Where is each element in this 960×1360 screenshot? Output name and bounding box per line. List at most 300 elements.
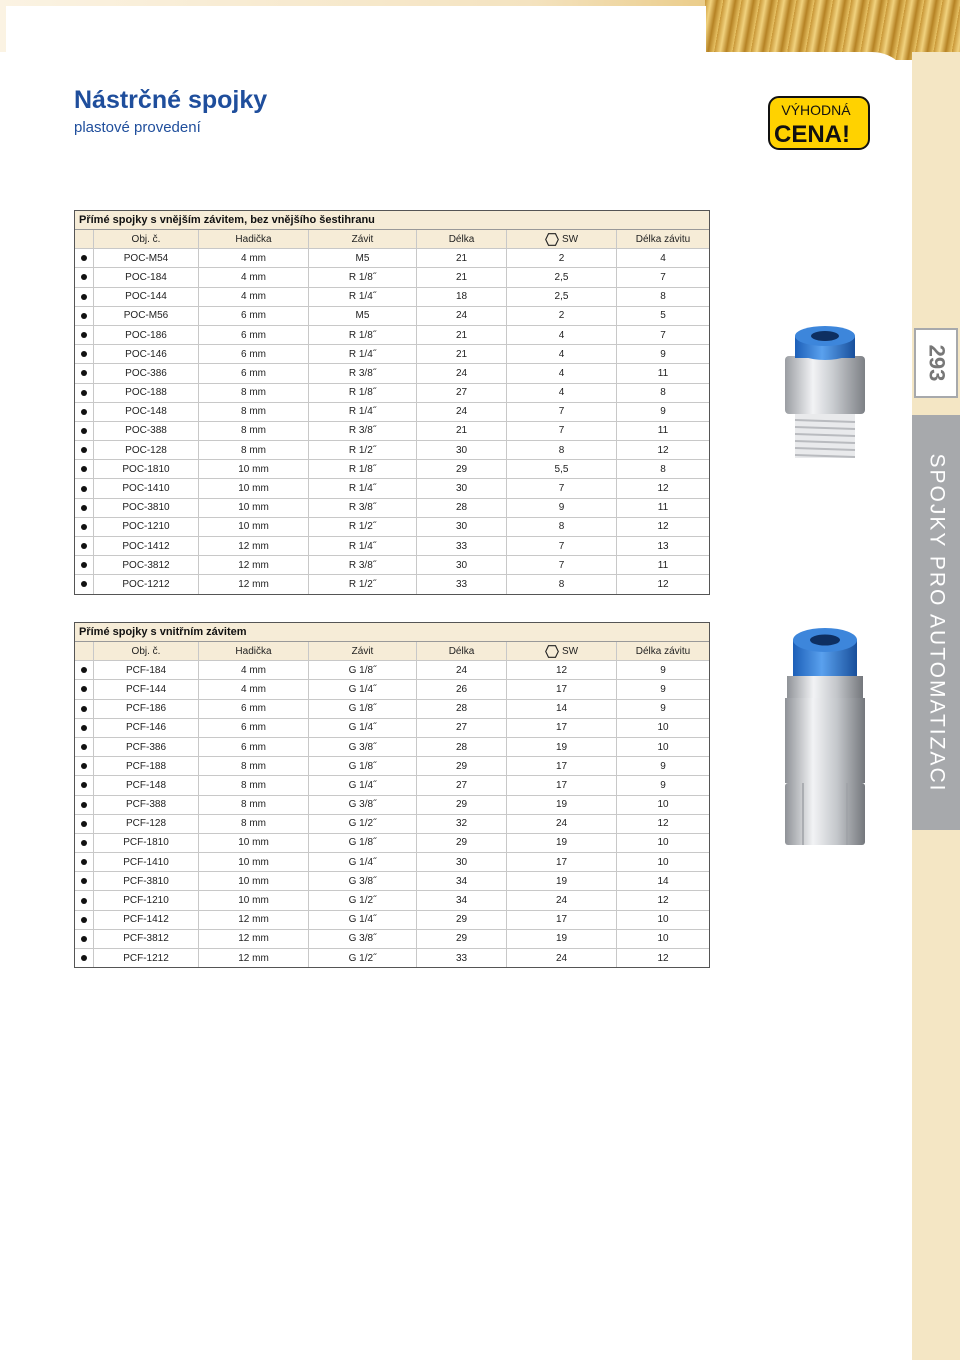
- cell-thread-length: 4: [616, 249, 709, 267]
- cell-thread: G 1/4˝: [308, 680, 416, 698]
- cell-thread: R 1/4˝: [308, 479, 416, 497]
- col-header-sw: [506, 642, 616, 660]
- cell-thread: G 1/8˝: [308, 661, 416, 679]
- cell-thread-length: 12: [616, 891, 709, 909]
- col-header-length: Délka: [416, 642, 506, 660]
- hexagon-icon: [545, 645, 559, 658]
- table-row: [75, 460, 709, 479]
- cell-length: 30: [416, 518, 506, 536]
- cell-order-no: PCF-1810: [93, 834, 198, 852]
- cell-hose: 10 mm: [198, 499, 308, 517]
- cell-hose: 12 mm: [198, 930, 308, 948]
- bullet-icon: [81, 409, 87, 415]
- cell-hose: 8 mm: [198, 384, 308, 402]
- cell-hose: 4 mm: [198, 288, 308, 306]
- cell-thread-length: 10: [616, 719, 709, 737]
- cell-hose: 6 mm: [198, 326, 308, 344]
- cell-thread: G 1/4˝: [308, 853, 416, 871]
- cell-hose: 8 mm: [198, 441, 308, 459]
- cell-hose: 10 mm: [198, 891, 308, 909]
- cell-hose: 10 mm: [198, 834, 308, 852]
- cell-thread-length: 10: [616, 796, 709, 814]
- bullet-icon: [81, 936, 87, 942]
- cell-thread-length: 13: [616, 537, 709, 555]
- bullet-icon: [81, 466, 87, 472]
- cell-order-no: POC-1810: [93, 460, 198, 478]
- cell-order-no: PCF-184: [93, 661, 198, 679]
- bullet-cell: [75, 930, 93, 948]
- cell-sw: 24: [506, 891, 616, 909]
- cell-length: 27: [416, 384, 506, 402]
- cell-thread: R 1/2˝: [308, 441, 416, 459]
- table-row: [75, 575, 709, 593]
- table-row: [75, 307, 709, 326]
- bullet-icon: [81, 878, 87, 884]
- cell-length: 21: [416, 326, 506, 344]
- cell-sw: 12: [506, 661, 616, 679]
- cell-length: 30: [416, 441, 506, 459]
- col-header-thread: Závit: [308, 642, 416, 660]
- cell-thread: R 1/4˝: [308, 288, 416, 306]
- col-header-thread: Závit: [308, 230, 416, 248]
- bullet-icon: [81, 581, 87, 587]
- cell-length: 34: [416, 872, 506, 890]
- cell-order-no: POC-184: [93, 268, 198, 286]
- bullet-icon: [81, 782, 87, 788]
- cell-order-no: POC-388: [93, 422, 198, 440]
- cell-hose: 10 mm: [198, 872, 308, 890]
- table-title: Přímé spojky s vnějším závitem, bez vnějšího šestihranu: [75, 211, 709, 230]
- cell-length: 24: [416, 661, 506, 679]
- cell-order-no: PCF-3812: [93, 930, 198, 948]
- cell-thread-length: 9: [616, 680, 709, 698]
- table-row: [75, 499, 709, 518]
- bullet-cell: [75, 738, 93, 756]
- cell-order-no: POC-186: [93, 326, 198, 344]
- cell-length: 29: [416, 834, 506, 852]
- bullet-icon: [81, 840, 87, 846]
- cell-thread-length: 10: [616, 853, 709, 871]
- cell-order-no: PCF-388: [93, 796, 198, 814]
- cell-length: 33: [416, 537, 506, 555]
- table-row: [75, 384, 709, 403]
- bullet-icon: [81, 313, 87, 319]
- cell-hose: 10 mm: [198, 518, 308, 536]
- col-header-sw: [506, 230, 616, 248]
- cell-sw: 2: [506, 249, 616, 267]
- bullet-cell: [75, 719, 93, 737]
- table-row: [75, 661, 709, 680]
- bullet-cell: [75, 479, 93, 497]
- cell-thread-length: 9: [616, 661, 709, 679]
- cell-sw: 2,5: [506, 268, 616, 286]
- cell-thread-length: 11: [616, 364, 709, 382]
- table-row: [75, 930, 709, 949]
- bullet-cell: [75, 776, 93, 794]
- bullet-cell: [75, 700, 93, 718]
- cell-thread-length: 12: [616, 949, 709, 967]
- cell-sw: 7: [506, 422, 616, 440]
- cell-order-no: PCF-3810: [93, 872, 198, 890]
- cell-hose: 6 mm: [198, 307, 308, 325]
- cell-hose: 12 mm: [198, 911, 308, 929]
- cell-length: 21: [416, 268, 506, 286]
- cell-order-no: PCF-1412: [93, 911, 198, 929]
- bullet-cell: [75, 364, 93, 382]
- cell-thread: G 3/8˝: [308, 872, 416, 890]
- table-row: [75, 891, 709, 910]
- bullet-cell: [75, 911, 93, 929]
- cell-sw: 17: [506, 853, 616, 871]
- bullet-cell: [75, 518, 93, 536]
- cell-thread: G 1/2˝: [308, 891, 416, 909]
- bullet-icon: [81, 390, 87, 396]
- col-header-order-no: Obj. č.: [93, 642, 198, 660]
- table-row: [75, 700, 709, 719]
- cell-thread: G 1/4˝: [308, 776, 416, 794]
- cell-length: 21: [416, 422, 506, 440]
- table-row: [75, 537, 709, 556]
- cell-sw: 17: [506, 719, 616, 737]
- bullet-cell: [75, 249, 93, 267]
- cell-hose: 4 mm: [198, 661, 308, 679]
- cell-sw: 2,5: [506, 288, 616, 306]
- table-row: [75, 911, 709, 930]
- table-row: [75, 403, 709, 422]
- cell-sw: 2: [506, 307, 616, 325]
- cell-order-no: POC-3810: [93, 499, 198, 517]
- cell-thread-length: 12: [616, 441, 709, 459]
- table-row: [75, 757, 709, 776]
- badge-line1: VÝHODNÁ: [781, 102, 851, 118]
- brass-fitting-banner-image: [705, 0, 960, 60]
- cell-length: 21: [416, 249, 506, 267]
- col-header-thread-length: Délka závitu: [616, 230, 709, 248]
- cell-length: 33: [416, 575, 506, 593]
- cell-hose: 8 mm: [198, 815, 308, 833]
- cell-sw: 7: [506, 479, 616, 497]
- cell-thread-length: 11: [616, 422, 709, 440]
- table-row: [75, 719, 709, 738]
- bullet-cell: [75, 834, 93, 852]
- table-row: [75, 268, 709, 287]
- cell-length: 30: [416, 853, 506, 871]
- bullet-cell: [75, 384, 93, 402]
- cell-hose: 6 mm: [198, 700, 308, 718]
- cell-hose: 12 mm: [198, 575, 308, 593]
- cell-order-no: POC-386: [93, 364, 198, 382]
- cell-order-no: PCF-1212: [93, 949, 198, 967]
- cell-hose: 10 mm: [198, 853, 308, 871]
- cell-hose: 4 mm: [198, 249, 308, 267]
- cell-length: 21: [416, 345, 506, 363]
- cell-order-no: POC-M54: [93, 249, 198, 267]
- bullet-cell: [75, 460, 93, 478]
- cell-thread-length: 9: [616, 700, 709, 718]
- cell-thread: M5: [308, 307, 416, 325]
- cell-thread-length: 9: [616, 776, 709, 794]
- cell-sw: 17: [506, 911, 616, 929]
- bullet-cell: [75, 815, 93, 833]
- cell-length: 29: [416, 930, 506, 948]
- hexagon-icon: [545, 233, 559, 246]
- cell-thread: R 3/8˝: [308, 364, 416, 382]
- table-row: [75, 796, 709, 815]
- cell-order-no: PCF-148: [93, 776, 198, 794]
- table-row: [75, 738, 709, 757]
- cell-length: 26: [416, 680, 506, 698]
- cell-sw: 17: [506, 757, 616, 775]
- table-body: [75, 249, 709, 593]
- cell-thread-length: 10: [616, 930, 709, 948]
- table-header-row: [75, 230, 709, 249]
- bullet-icon: [81, 859, 87, 865]
- bullet-cell: [75, 853, 93, 871]
- bullet-icon: [81, 543, 87, 549]
- cell-sw: 24: [506, 949, 616, 967]
- cell-thread-length: 5: [616, 307, 709, 325]
- table-row: [75, 518, 709, 537]
- table-row: [75, 345, 709, 364]
- cell-thread-length: 12: [616, 815, 709, 833]
- cell-order-no: POC-146: [93, 345, 198, 363]
- bullet-icon: [81, 898, 87, 904]
- cell-sw: 17: [506, 680, 616, 698]
- cell-thread: R 3/8˝: [308, 556, 416, 574]
- cell-hose: 8 mm: [198, 422, 308, 440]
- bullet-icon: [81, 294, 87, 300]
- cell-thread-length: 7: [616, 268, 709, 286]
- cell-length: 30: [416, 479, 506, 497]
- cell-sw: 9: [506, 499, 616, 517]
- bullet-cell: [75, 499, 93, 517]
- cell-sw: 7: [506, 537, 616, 555]
- bullet-icon: [81, 332, 87, 338]
- cell-hose: 4 mm: [198, 680, 308, 698]
- cell-sw: 19: [506, 872, 616, 890]
- table-inner-thread: [74, 622, 710, 968]
- cell-thread-length: 9: [616, 757, 709, 775]
- cell-thread: M5: [308, 249, 416, 267]
- header-spacer: [75, 642, 93, 660]
- section-title-text: SPOJKY PRO AUTOMATIZACI: [925, 453, 948, 792]
- cell-hose: 6 mm: [198, 738, 308, 756]
- cell-order-no: POC-1212: [93, 575, 198, 593]
- cell-thread-length: 10: [616, 911, 709, 929]
- cell-hose: 6 mm: [198, 345, 308, 363]
- cell-length: 34: [416, 891, 506, 909]
- cell-order-no: POC-1210: [93, 518, 198, 536]
- table-row: [75, 776, 709, 795]
- page-number-text: 293: [924, 344, 949, 382]
- cell-sw: 19: [506, 738, 616, 756]
- cell-order-no: PCF-1410: [93, 853, 198, 871]
- cell-thread: G 3/8˝: [308, 738, 416, 756]
- cell-hose: 6 mm: [198, 719, 308, 737]
- cell-sw: 24: [506, 815, 616, 833]
- cell-thread: G 1/8˝: [308, 700, 416, 718]
- cell-thread: R 1/4˝: [308, 345, 416, 363]
- table-row: [75, 815, 709, 834]
- cell-sw: 7: [506, 403, 616, 421]
- cell-length: 29: [416, 460, 506, 478]
- cell-sw: 4: [506, 364, 616, 382]
- bullet-cell: [75, 441, 93, 459]
- col-header-hose: Hadička: [198, 230, 308, 248]
- table-row: [75, 364, 709, 383]
- cell-hose: 10 mm: [198, 479, 308, 497]
- cell-sw: 8: [506, 518, 616, 536]
- cell-thread: G 3/8˝: [308, 796, 416, 814]
- cell-sw: 19: [506, 796, 616, 814]
- cell-sw: 14: [506, 700, 616, 718]
- cell-thread: G 1/2˝: [308, 815, 416, 833]
- cell-length: 24: [416, 364, 506, 382]
- good-price-badge: [768, 96, 870, 150]
- cell-thread: G 3/8˝: [308, 930, 416, 948]
- bullet-icon: [81, 274, 87, 280]
- bullet-icon: [81, 821, 87, 827]
- cell-thread: R 3/8˝: [308, 422, 416, 440]
- bullet-icon: [81, 370, 87, 376]
- cell-length: 28: [416, 499, 506, 517]
- cell-sw: 4: [506, 345, 616, 363]
- cell-thread: G 1/8˝: [308, 834, 416, 852]
- bullet-icon: [81, 725, 87, 731]
- col-header-thread-length: Délka závitu: [616, 642, 709, 660]
- cell-sw: 8: [506, 575, 616, 593]
- sw-label: SW: [561, 645, 579, 657]
- bullet-icon: [81, 955, 87, 961]
- table-row: [75, 834, 709, 853]
- bullet-cell: [75, 872, 93, 890]
- cell-sw: 17: [506, 776, 616, 794]
- header-spacer: [75, 230, 93, 248]
- cell-sw: 5,5: [506, 460, 616, 478]
- table-row: [75, 853, 709, 872]
- table-row: [75, 949, 709, 967]
- cell-sw: 4: [506, 326, 616, 344]
- cell-order-no: POC-M56: [93, 307, 198, 325]
- cell-hose: 4 mm: [198, 268, 308, 286]
- bullet-cell: [75, 796, 93, 814]
- table-row: [75, 288, 709, 307]
- cell-thread: G 1/4˝: [308, 911, 416, 929]
- cell-thread-length: 10: [616, 834, 709, 852]
- cell-order-no: PCF-188: [93, 757, 198, 775]
- cell-sw: 19: [506, 834, 616, 852]
- cell-order-no: POC-3812: [93, 556, 198, 574]
- cell-thread-length: 9: [616, 345, 709, 363]
- cell-length: 27: [416, 719, 506, 737]
- table-row: [75, 479, 709, 498]
- table-row: [75, 326, 709, 345]
- cell-thread-length: 7: [616, 326, 709, 344]
- outer-thread-fitting-photo: [770, 318, 880, 468]
- cell-thread-length: 8: [616, 460, 709, 478]
- bullet-cell: [75, 757, 93, 775]
- cell-hose: 12 mm: [198, 556, 308, 574]
- sw-label: SW: [561, 233, 579, 245]
- cell-thread: R 1/4˝: [308, 537, 416, 555]
- bullet-cell: [75, 680, 93, 698]
- cell-thread: R 1/8˝: [308, 384, 416, 402]
- cell-hose: 8 mm: [198, 757, 308, 775]
- cell-sw: 4: [506, 384, 616, 402]
- cell-sw: 7: [506, 556, 616, 574]
- cell-length: 33: [416, 949, 506, 967]
- bullet-icon: [81, 562, 87, 568]
- cell-order-no: PCF-144: [93, 680, 198, 698]
- page-title: Nástrčné spojky: [74, 86, 268, 114]
- cell-length: 29: [416, 911, 506, 929]
- bullet-cell: [75, 891, 93, 909]
- bullet-icon: [81, 763, 87, 769]
- cell-thread-length: 8: [616, 288, 709, 306]
- cell-thread: R 3/8˝: [308, 499, 416, 517]
- cell-thread: R 1/2˝: [308, 575, 416, 593]
- cell-length: 32: [416, 815, 506, 833]
- table-header-row: [75, 642, 709, 661]
- bullet-cell: [75, 422, 93, 440]
- bullet-icon: [81, 351, 87, 357]
- cell-thread: G 1/4˝: [308, 719, 416, 737]
- cell-hose: 12 mm: [198, 537, 308, 555]
- cell-hose: 8 mm: [198, 776, 308, 794]
- cell-order-no: PCF-128: [93, 815, 198, 833]
- bullet-icon: [81, 447, 87, 453]
- bullet-cell: [75, 403, 93, 421]
- cell-thread-length: 12: [616, 575, 709, 593]
- bullet-cell: [75, 268, 93, 286]
- bullet-cell: [75, 326, 93, 344]
- bullet-icon: [81, 486, 87, 492]
- cell-order-no: POC-1410: [93, 479, 198, 497]
- col-header-length: Délka: [416, 230, 506, 248]
- cell-order-no: POC-144: [93, 288, 198, 306]
- cell-thread-length: 8: [616, 384, 709, 402]
- cell-thread-length: 11: [616, 556, 709, 574]
- col-header-order-no: Obj. č.: [93, 230, 198, 248]
- bullet-cell: [75, 556, 93, 574]
- cell-order-no: PCF-146: [93, 719, 198, 737]
- cell-length: 18: [416, 288, 506, 306]
- header-white-area: [6, 6, 706, 52]
- cell-hose: 12 mm: [198, 949, 308, 967]
- cell-thread-length: 12: [616, 479, 709, 497]
- bullet-icon: [81, 917, 87, 923]
- bullet-cell: [75, 537, 93, 555]
- bullet-icon: [81, 524, 87, 530]
- bullet-cell: [75, 575, 93, 593]
- cell-order-no: POC-1412: [93, 537, 198, 555]
- table-row: [75, 249, 709, 268]
- bullet-cell: [75, 307, 93, 325]
- cell-length: 29: [416, 757, 506, 775]
- table-row: [75, 556, 709, 575]
- cell-thread-length: 10: [616, 738, 709, 756]
- cell-thread: R 1/2˝: [308, 518, 416, 536]
- cell-thread-length: 12: [616, 518, 709, 536]
- table-body: [75, 661, 709, 967]
- cell-order-no: POC-148: [93, 403, 198, 421]
- bullet-cell: [75, 288, 93, 306]
- cell-thread: R 1/8˝: [308, 460, 416, 478]
- cell-hose: 10 mm: [198, 460, 308, 478]
- table-row: [75, 872, 709, 891]
- bullet-icon: [81, 706, 87, 712]
- section-title: [912, 415, 960, 830]
